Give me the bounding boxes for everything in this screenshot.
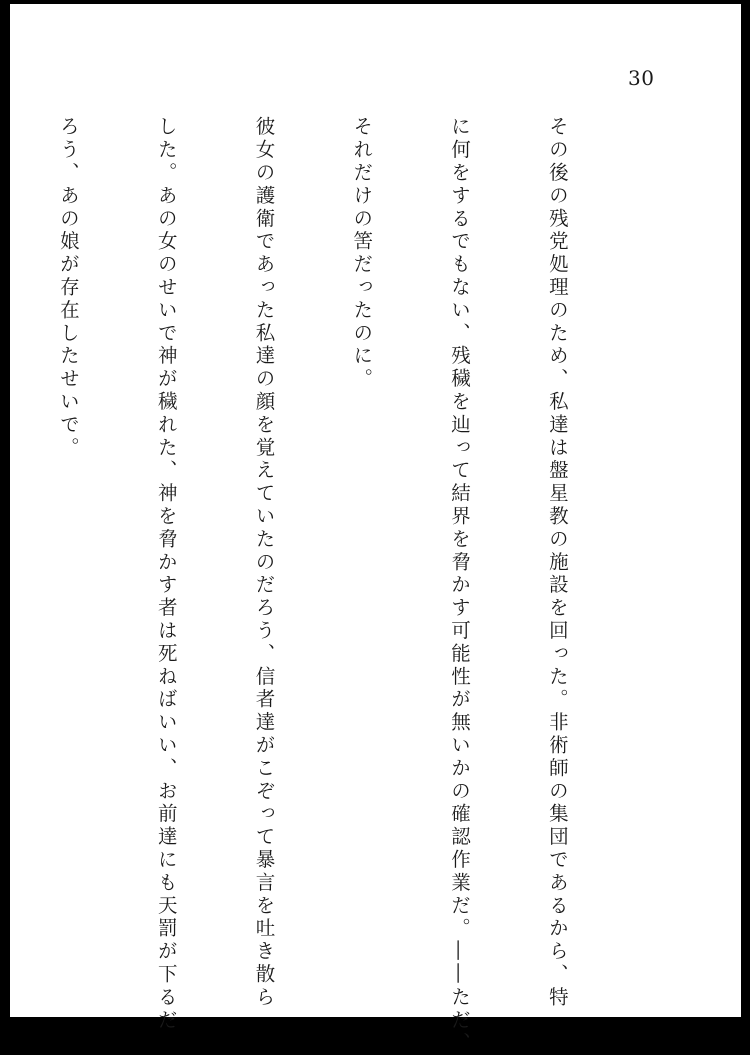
vertical-body-text	[56, 116, 638, 1055]
text-line: それだけの筈だったのに。	[350, 116, 374, 391]
page-number: 30	[628, 66, 655, 90]
text-line: ろう、あの娘が存在したせいで。	[56, 116, 80, 460]
book-page	[10, 4, 741, 1055]
text-line: に何をするでもない、残穢を辿って結界を脅かす可能性が無いかの確認作業だ。――ただ、	[448, 116, 472, 1055]
text-line: 彼女の護衛であった私達の顔を覚えていたのだろう、信者達がこぞって暴言を吐き散ら	[252, 116, 276, 1010]
text-line: した。あの女のせいで神が穢れた、神を脅かす者は死ねばいい、お前達にも天罰が下るだ	[154, 116, 178, 1032]
text-line: その後の残党処理のため、私達は盤星教の施設を回った。非術師の集団であるから、特	[545, 116, 569, 1010]
